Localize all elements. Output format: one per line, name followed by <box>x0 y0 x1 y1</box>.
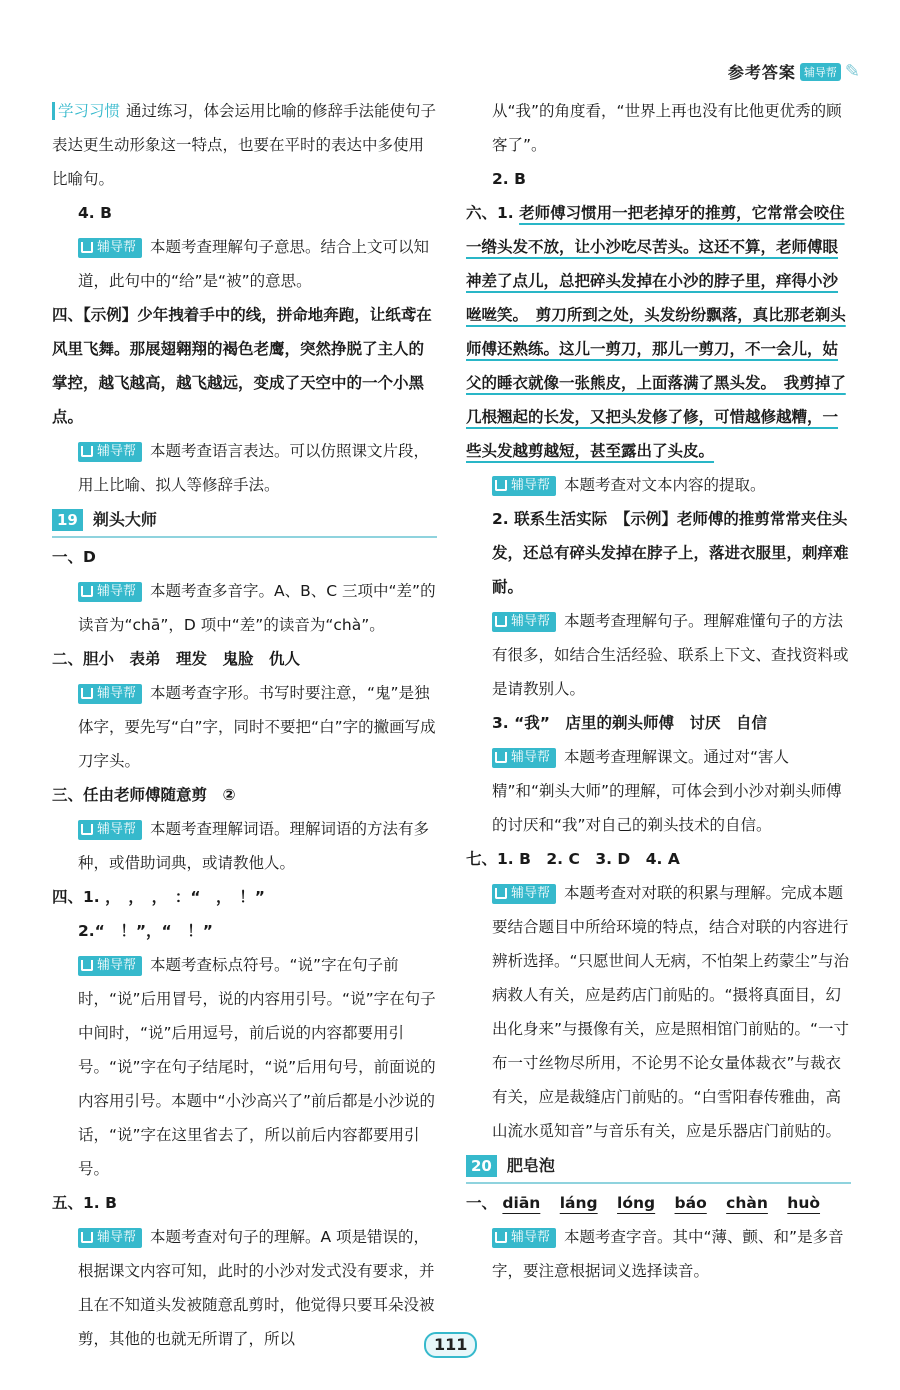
section-title: 剃头大师 <box>92 510 157 529</box>
help-label: 辅导帮 <box>511 885 551 901</box>
pinyin-prefix: 一、 <box>466 1194 498 1212</box>
left-column <box>52 94 437 1356</box>
help-text: 本题考查理解句子。理解难懂句子的方法有很多，如结合生活经验、联系上下文、查找资料或是请教别人。 <box>492 612 849 698</box>
help-badge <box>78 238 142 258</box>
answer-si-prefix: 四、【示例】 <box>52 306 138 324</box>
pinyin-item: diān <box>502 1194 541 1212</box>
answer-4-2: 2.“ ！”，“ ！” <box>78 922 213 940</box>
section-title: 肥皂泡 <box>506 1156 555 1175</box>
pinyin-item: báo <box>674 1194 707 1212</box>
help-text: 本题考查理解句子意思。结合上文可以知道，此句中的“给”是“被”的意思。 <box>78 238 430 290</box>
help-5 <box>52 812 437 880</box>
header-tag: 辅导帮 <box>800 63 841 81</box>
section-number: 19 <box>52 509 83 531</box>
help-badge <box>78 582 142 602</box>
book-icon <box>81 1232 93 1243</box>
answer-6-text: 老师傅习惯用一把老掉牙的推剪，它常常会咬住一绺头发不放，让小沙吃尽苦头。这还不算，老师傅眼神差了点儿，总把碎头发掉在小沙的脖子里，痒得小沙咝咝笑。 剪刀所到之处，头发纷纷飘落，真比那老剃头师傅还熟练。这儿一剪刀，那儿一剪刀，不一会儿，姑父的睡衣就像一张熊皮，上面落满了黑头发。 我剪掉了几根翘起的长发，又把头发修了修，可惜越修越糟，一些头发越剪越短，甚至露出了头皮。 <box>466 204 846 460</box>
help-text: 本题考查多音字。A、B、C 三项中“差”的读音为“chā”，D 项中“差”的读音为“chà”。 <box>78 582 436 634</box>
help-text: 本题考查语言表达。可以仿照课文片段，用上比喻、拟人等修辞手法。 <box>78 442 430 494</box>
help-badge <box>492 748 556 768</box>
help-badge <box>492 884 556 904</box>
habit-text: 通过练习，体会运用比喻的修辞手法能使句子表达更生动形象这一特点，也要在平时的表达中多使用比喻句。 <box>52 102 437 188</box>
answer-6-3: 3. “我” 店里的剃头师傅 讨厌 自信 <box>492 714 767 732</box>
help-text: 本题考查理解课文。通过对“害人精”和“剃头大师”的理解，可体会到小沙对剃头师傅的讨厌和“我”对自己的剃头技术的自信。 <box>492 748 842 834</box>
answer-1: 一、D <box>52 548 96 566</box>
section-20-heading <box>466 1150 851 1184</box>
help-label: 辅导帮 <box>511 613 551 629</box>
section-19-heading <box>52 504 437 538</box>
help-text: 本题考查对句子的理解。A 项是错误的，根据课文内容可知，此时的小沙对发式没有要求，并且在不知道头发被随意乱剪时，他觉得只要耳朵没被剪，其他的也就无所谓了，所以 <box>78 1228 435 1348</box>
answer-6-prefix: 六、1. <box>466 204 520 222</box>
help-badge <box>492 1228 556 1248</box>
book-icon <box>81 586 93 597</box>
help-label: 辅导帮 <box>97 821 137 837</box>
help-badge <box>78 442 142 462</box>
help-6 <box>52 948 437 1186</box>
pinyin-item: huò <box>787 1194 821 1212</box>
help-badge <box>492 612 556 632</box>
help-12 <box>466 1220 851 1288</box>
help-3 <box>52 574 437 642</box>
help-label: 辅导帮 <box>97 583 137 599</box>
help-badge <box>78 1228 142 1248</box>
help-badge <box>78 820 142 840</box>
book-icon <box>495 1232 507 1243</box>
answer-3: 三、任由老师傅随意剪 ② <box>52 786 236 804</box>
pinyin-item: chàn <box>726 1194 768 1212</box>
help-label: 辅导帮 <box>97 957 137 973</box>
help-badge <box>492 476 556 496</box>
page-header <box>728 60 860 83</box>
habit-label: 学习习惯 <box>52 102 120 120</box>
help-badge <box>78 684 142 704</box>
book-icon <box>495 480 507 491</box>
pinyin-item: láng <box>559 1194 598 1212</box>
help-text: 本题考查标点符号。“说”字在句子前时，“说”后用冒号，说的内容用引号。“说”字在句子中间时，“说”后用逗号，前后说的内容都要用引号。“说”字在句子结尾时，“说”后用句号，前面说的内容用引号。本题中“小沙高兴了”前后都是小沙说的话，“说”字在这里省去了，所以前后内容都要用引号。 <box>78 956 436 1178</box>
help-label: 辅导帮 <box>97 239 137 255</box>
help-label: 辅导帮 <box>97 1229 137 1245</box>
help-badge <box>78 956 142 976</box>
help-text: 本题考查对对联的积累与理解。完成本题要结合题目中所给环境的特点，结合对联的内容进行辨析选择。“只愿世间人无病，不怕架上药蒙尘”与治病救人有关，应是药店门前贴的。“摄将真面目，幻出化身来”与摄像有关，应是照相馆门前贴的。“一寸布一寸丝物尽所用，不论男不论女量体裁衣”与裁衣有关，应是裁缝店门前贴的。“白雪阳春传雅曲，高山流水觅知音”与音乐有关，应是乐器店门前贴的。 <box>492 884 850 1140</box>
pencil-icon: ✎ <box>844 61 860 82</box>
answer-2: 二、胆小 表弟 理发 鬼脸 仇人 <box>52 650 301 668</box>
help-7 <box>52 1220 437 1356</box>
help-label: 辅导帮 <box>97 443 137 459</box>
book-icon <box>81 688 93 699</box>
help-4 <box>52 676 437 778</box>
page-number: 111 <box>424 1332 477 1358</box>
answer-4-1: 四、1. ， ， ， ：“ ， ！” <box>52 888 265 906</box>
answer-4: 4. B <box>78 204 112 222</box>
continued-text: 从“我”的角度看，“世界上再也没有比他更优秀的顾客了”。 <box>492 102 842 154</box>
help-text: 本题考查字音。其中“薄、颤、和”是多音字，要注意根据词义选择读音。 <box>492 1228 844 1280</box>
help-10 <box>466 740 851 842</box>
help-label: 辅导帮 <box>97 685 137 701</box>
answer-6-1 <box>466 196 851 468</box>
help-8 <box>466 468 851 502</box>
book-icon <box>81 960 93 971</box>
help-label: 辅导帮 <box>511 477 551 493</box>
right-column <box>466 94 851 1288</box>
habit-paragraph <box>52 94 437 196</box>
pinyin-answer <box>466 1186 851 1220</box>
pinyin-item: lóng <box>617 1194 656 1212</box>
help-text: 本题考查理解词语。理解词语的方法有多种，或借助词典，或请教他人。 <box>78 820 430 872</box>
header-title: 参考答案 <box>727 63 796 82</box>
answer-6-2: 2. 联系生活实际 【示例】老师傅的推剪常常夹住头发，还总有碎头发掉在脖子上，落进衣服里，刺痒难耐。 <box>492 510 849 596</box>
help-2 <box>52 434 437 502</box>
help-label: 辅导帮 <box>511 1229 551 1245</box>
book-icon <box>81 824 93 835</box>
answer-2b: 2. B <box>492 170 526 188</box>
answer-5: 五、1. B <box>52 1194 117 1212</box>
book-icon <box>81 242 93 253</box>
help-1 <box>52 230 437 298</box>
answer-si <box>52 298 437 434</box>
answer-si-text: 少年拽着手中的线，拼命地奔跑，让纸鸢在风里飞舞。那展翅翱翔的褐色老鹰，突然挣脱了主人的掌控，越飞越高，越飞越远，变成了天空中的一个小黑点。 <box>52 306 432 426</box>
book-icon <box>495 752 507 763</box>
book-icon <box>495 616 507 627</box>
help-11 <box>466 876 851 1148</box>
help-label: 辅导帮 <box>511 749 551 765</box>
book-icon <box>81 446 93 457</box>
book-icon <box>495 888 507 899</box>
help-9 <box>466 604 851 706</box>
help-text: 本题考查对文本内容的提取。 <box>564 476 766 494</box>
answer-7: 七、1. B 2. C 3. D 4. A <box>466 850 680 868</box>
help-text: 本题考查字形。书写时要注意，“鬼”是独体字，要先写“白”字，同时不要把“白”字的撇画写成刀字头。 <box>78 684 436 770</box>
section-number: 20 <box>466 1155 497 1177</box>
